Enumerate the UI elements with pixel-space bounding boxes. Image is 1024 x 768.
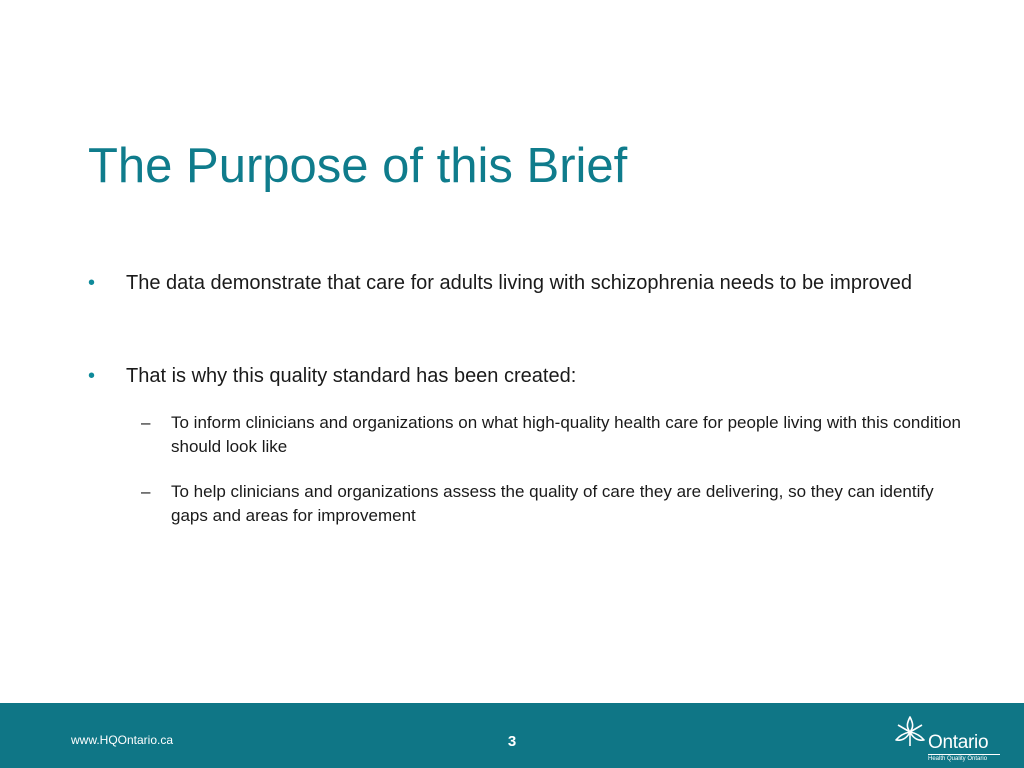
bullet-marker: •	[88, 365, 96, 387]
footer-url[interactable]: www.HQOntario.ca	[71, 733, 174, 747]
trillium-icon	[890, 713, 930, 753]
page-number: 3	[507, 733, 517, 750]
bullet-text: That is why this quality standard has been created:	[126, 365, 577, 387]
sub-bullet-item	[141, 480, 964, 528]
sub-bullet-marker: –	[141, 413, 151, 432]
bullet-item	[88, 363, 964, 390]
logo-subtitle: Health Quality Ontario	[928, 756, 988, 762]
sub-bullet-item	[141, 411, 964, 459]
sub-bullet-text: To help clinicians and organizations assess the quality of care they are delivering, so they can identify gaps and areas for improvement	[171, 482, 934, 525]
ontario-logo	[890, 711, 1005, 763]
sub-bullet-marker: –	[141, 482, 151, 501]
logo-wordmark: Ontario	[928, 732, 989, 753]
footer-bar	[0, 703, 1024, 768]
sub-bullet-text: To inform clinicians and organizations on what high-quality health care for people living with this condition should look like	[171, 413, 962, 456]
bullet-text: The data demonstrate that care for adults living with schizophrenia needs to be improved	[126, 272, 912, 294]
slide-title: The Purpose of this Brief	[88, 139, 628, 193]
bullet-marker: •	[88, 272, 96, 294]
bullet-item	[88, 270, 964, 297]
logo-divider	[928, 754, 1000, 755]
